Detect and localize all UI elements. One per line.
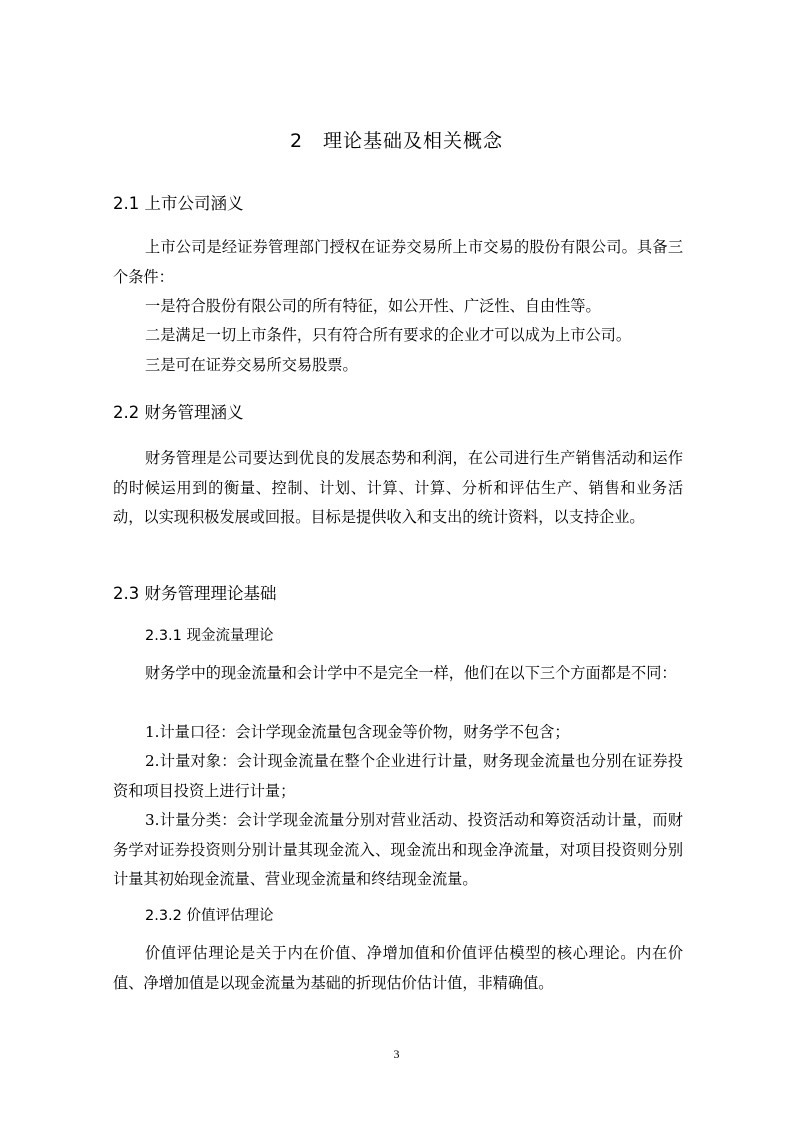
- paragraph: 2.计量对象：会计现金流量在整个企业进行计量，财务现金流量也分别在证券投资和项目投资上进行计量；: [113, 752, 683, 800]
- section-heading-2-1: 2.1 上市公司涵义: [113, 194, 244, 213]
- paragraph: 3.计量分类：会计学现金流量分别对营业活动、投资活动和筹资活动计量，而财务学对证券投资则分别计量其现金流入、现金流出和现金净流量，对项目投资则分别计量其初始现金流量、营业现金流量和终结现金流量。: [113, 811, 683, 888]
- section-heading-2-3: 2.3 财务管理理论基础: [113, 584, 277, 603]
- paragraph: 二是满足一切上市条件，只有符合所有要求的企业才可以成为上市公司。: [145, 326, 631, 344]
- paragraph: 三是可在证券交易所交易股票。: [145, 356, 358, 374]
- paragraph: 财务管理是公司要达到优良的发展态势和利润，在公司进行生产销售活动和运作的时候运用到的衡量、控制、计划、计算、计算、分析和评估生产、销售和业务活动，以实现积极发展或回报。目标是提供收入和支出的统计资料，以支持企业。: [113, 449, 683, 526]
- page-number: 3: [393, 1047, 400, 1061]
- section-heading-2-2: 2.2 财务管理涵义: [113, 403, 244, 422]
- chapter-title: 2 理论基础及相关概念: [289, 130, 504, 152]
- paragraph: 1.计量口径：会计学现金流量包含现金等价物，财务学不包含；: [145, 723, 570, 741]
- paragraph: 一是符合股份有限公司的所有特征，如公开性、广泛性、自由性等。: [145, 297, 601, 315]
- paragraph: 上市公司是经证券管理部门授权在证券交易所上市交易的股份有限公司。具备三个条件：: [113, 238, 683, 286]
- subsection-heading-2-3-1: 2.3.1 现金流量理论: [145, 628, 274, 644]
- subsection-heading-2-3-2: 2.3.2 价值评估理论: [145, 908, 274, 924]
- paragraph: 财务学中的现金流量和会计学中不是完全一样，他们在以下三个方面都是不同：: [145, 664, 677, 682]
- paragraph: 价值评估理论是关于内在价值、净增加值和价值评估模型的核心理论。内在价值、净增加值是以现金流量为基础的折现估价估计值，非精确值。: [113, 944, 683, 992]
